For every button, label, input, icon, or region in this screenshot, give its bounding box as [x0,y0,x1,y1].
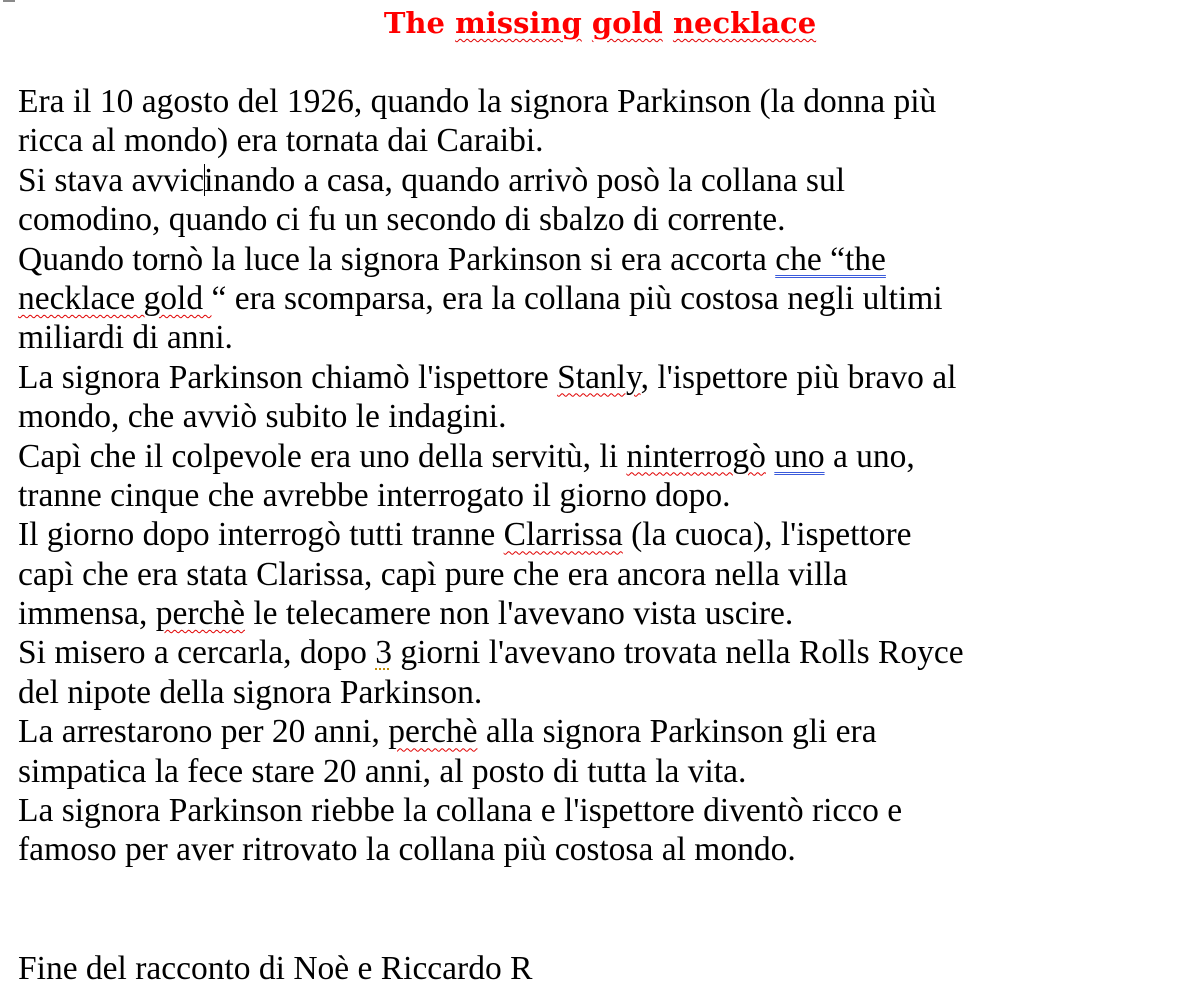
grammar-mark-uno[interactable]: uno [774,437,825,475]
title-word-necklace: necklace [672,6,817,40]
paragraph-line-8: La signora Parkinson chiamò l'ispettore Stanly, l'ispettore più bravo al [18,358,957,396]
paragraph-line-10: Capì che il colpevole era uno della servitù, li ninterrogò uno a uno, [18,437,915,475]
paragraph-line-14: immensa, perchè le telecamere non l'avevano vista uscire. [18,595,794,633]
spelling-mark-perche-2[interactable]: perchè [388,713,478,751]
paragraph-line-11: tranne cinque che avrebbe interrogato il giorno dopo. [18,476,731,514]
paragraph-line-1: Era il 10 agosto del 1926, quando la signora Parkinson (la donna più [18,83,937,120]
title-word-gold: gold [591,6,663,40]
paragraph-line-16: del nipote della signora Parkinson. [18,673,483,711]
style-mark-3[interactable]: 3 [375,634,392,672]
paragraph-line-7: miliardi di anni. [18,319,233,357]
paragraph-line-20: famoso per aver ritrovato la collana più costosa al mondo. [18,831,796,869]
spelling-mark-necklace-gold[interactable]: necklace gold [18,279,212,317]
paragraph-line-2: ricca al mondo) era tornata dai Caraibi. [18,122,544,160]
document-title[interactable] [0,2,1200,44]
paragraph-line-17: La arrestarono per 20 anni, perchè alla signora Parkinson gli era [18,713,877,751]
paragraph-line-5: Quando tornò la luce la signora Parkinson si era accorta che “the [18,240,886,278]
spelling-mark-perche-1[interactable]: perchè [155,595,245,633]
paragraph-line-15: Si misero a cercarla, dopo 3 giorni l'avevano trovata nella Rolls Royce [18,634,964,672]
empty-line-1 [18,870,1193,909]
spelling-mark-stanly[interactable]: Stanly [557,358,641,396]
paragraph-line-18: simpatica la fece stare 20 anni, al posto di tutta la vita. [18,752,747,790]
paragraph-line-4: comodino, quando ci fu un secondo di sbalzo di corrente. [18,201,786,239]
paragraph-line-13: capì che era stata Clarissa, capì pure che era ancora nella villa [18,555,848,593]
paragraph-line-6: necklace gold “ era scomparsa, era la collana più costosa negli ultimi [18,279,943,317]
paragraph-line-9: mondo, che avviò subito le indagini. [18,398,507,436]
empty-line-2 [18,909,1193,948]
paragraph-line-19: La signora Parkinson riebbe la collana e l'ispettore diventò ricco e [18,792,903,830]
paragraph-line-12: Il giorno dopo interrogò tutti tranne Clarrissa (la cuoca), l'ispettore [18,516,912,554]
spelling-mark-clarrissa[interactable]: Clarrissa [503,516,623,554]
grammar-mark-che-the[interactable]: che “the [775,240,886,278]
signature-text: Fine del racconto di Noè e Riccardo R [18,949,533,987]
document-body[interactable] [18,82,1193,988]
signature-line [18,949,1193,988]
paragraph-line-3: Si stava avvicinando a casa, quando arrivò posò la collana sul [18,161,846,199]
title-word-missing: missing [455,6,582,40]
title-word-the: The [383,6,456,40]
spelling-mark-ninterrogo[interactable]: ninterrogò [626,437,766,475]
